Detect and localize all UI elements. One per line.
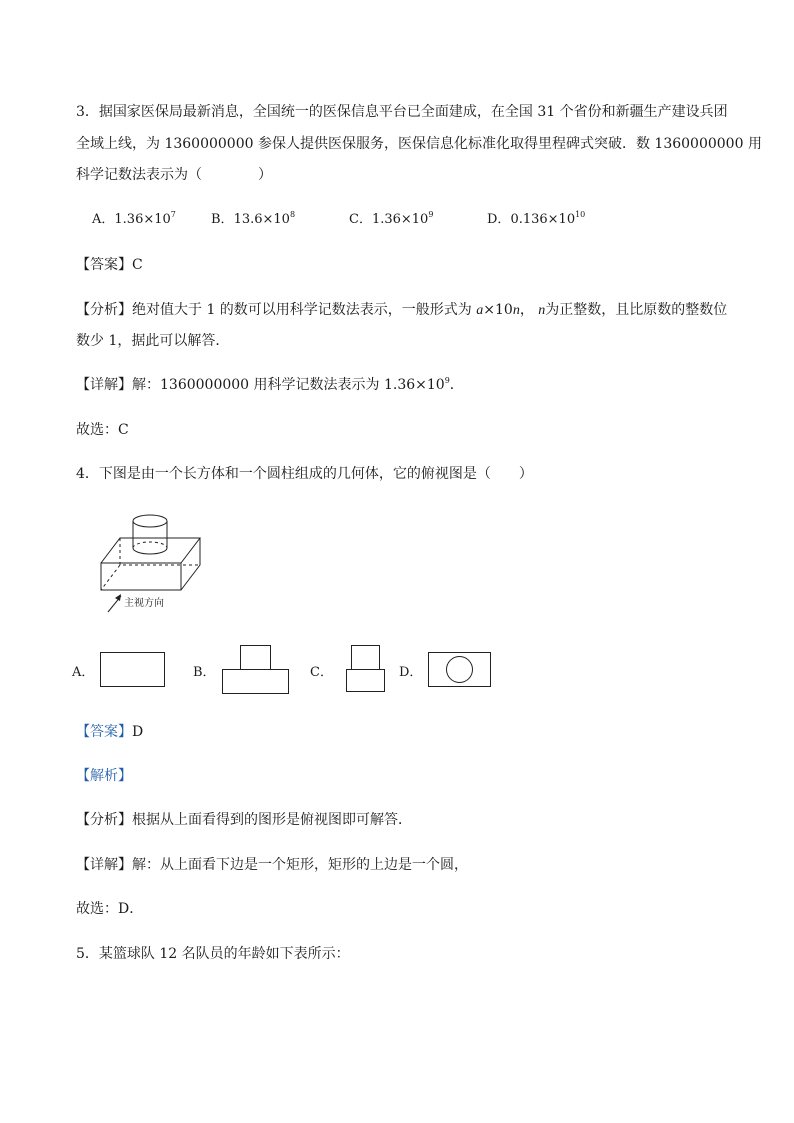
detail-tag: 【详解】 [76, 377, 132, 393]
math-n: n [538, 303, 546, 318]
q4-detail [76, 855, 468, 875]
q4-option-b-figure [222, 645, 290, 699]
q4-option-a-figure [100, 652, 166, 692]
answer-value: C [132, 257, 143, 273]
choice-exponent: 9 [428, 210, 434, 219]
choice-exponent: 8 [289, 210, 296, 219]
q3-stem-line2: 全域上线，为 1360000000 参保人提供医保服务，医保信息化标准化取得里程碑式突破．数 1360000000 用 [76, 136, 762, 152]
rectangle-shape [100, 652, 166, 688]
q3-choice-b [211, 210, 295, 230]
q4-option-d-figure [428, 652, 492, 692]
q4-answer [76, 722, 143, 742]
analysis-text: 绝对值大于 1 的数可以用科学记数法表示，一般形式为 [132, 302, 477, 318]
q4-choose: 故选：D． [76, 901, 144, 917]
rectangle-with-circle-shape [428, 652, 492, 688]
q4-analysis [76, 810, 412, 830]
detail-text: 解：从上面看下边是一个矩形，矩形的上边是一个圆， [132, 857, 468, 873]
q3-detail [76, 375, 464, 395]
choice-label: B． [211, 212, 234, 227]
q3-choose: 故选：C [76, 422, 129, 438]
analysis-tag: 【分析】 [76, 812, 132, 828]
q4-stem: 4．下图是由一个长方体和一个圆柱组成的几何体，它的俯视图是（ ） [76, 466, 533, 482]
analysis-text: 根据从上面看得到的图形是俯视图即可解答． [132, 812, 412, 828]
stacked-squares-shape [346, 645, 386, 695]
answer-tag: 【答案】 [76, 724, 132, 740]
answer-value: D [132, 724, 144, 740]
choice-value: 13.6×10 [233, 212, 290, 227]
choice-label: A． [92, 212, 115, 227]
q3-analysis-line1 [76, 300, 727, 321]
choice-label: C． [349, 212, 372, 227]
analysis-text-end: 为正整数，且比原数的整数位 [545, 302, 728, 318]
q3-stem-line1: 3．据国家医保局最新消息，全国统一的医保信息平台已全面建成，在全国 31 个省份和新疆生产建设兵团 [76, 104, 728, 120]
q4-figure-caption: 主视方向 [124, 598, 164, 609]
choice-exponent: 10 [575, 210, 586, 219]
math-n: n [512, 303, 520, 318]
q3-answer [76, 255, 143, 275]
stacked-rectangles-shape [222, 645, 290, 695]
q3-choice-d [487, 210, 585, 230]
choice-label: D． [487, 212, 511, 227]
detail-exponent: 9 [444, 376, 450, 385]
q3-choice-c [349, 210, 433, 230]
math-a: a [476, 303, 484, 318]
analysis-tag: 【分析】 [76, 302, 132, 318]
q4-option-d-label: D． [399, 665, 423, 680]
q3-analysis-line2: 数少 1，据此可以解答． [76, 333, 230, 349]
choice-value: 1.36×10 [371, 212, 429, 227]
q4-option-b-label: B． [193, 665, 216, 680]
q3-stem-line3: 科学记数法表示为（ ） [76, 167, 272, 183]
q5-stem: 5．某篮球队 12 名队员的年龄如下表所示： [76, 946, 350, 962]
choice-value: 1.36×10 [114, 212, 171, 227]
choice-value: 0.136×10 [510, 212, 576, 227]
q3-choice-a [92, 210, 176, 230]
q4-option-c-label: C． [310, 665, 333, 680]
q4-jiexi-tag: 【解析】 [76, 768, 132, 784]
detail-tag: 【详解】 [76, 857, 132, 873]
q4-option-a-label: A． [72, 665, 95, 680]
q4-option-c-figure [346, 645, 386, 699]
analysis-comma: ， [519, 302, 539, 318]
answer-tag: 【答案】 [76, 257, 132, 273]
detail-end: ． [449, 377, 464, 393]
detail-text: 解：1360000000 用科学记数法表示为 1.36×10 [132, 377, 445, 393]
choice-exponent: 7 [170, 210, 176, 219]
math-times-ten: ×10 [483, 302, 513, 318]
